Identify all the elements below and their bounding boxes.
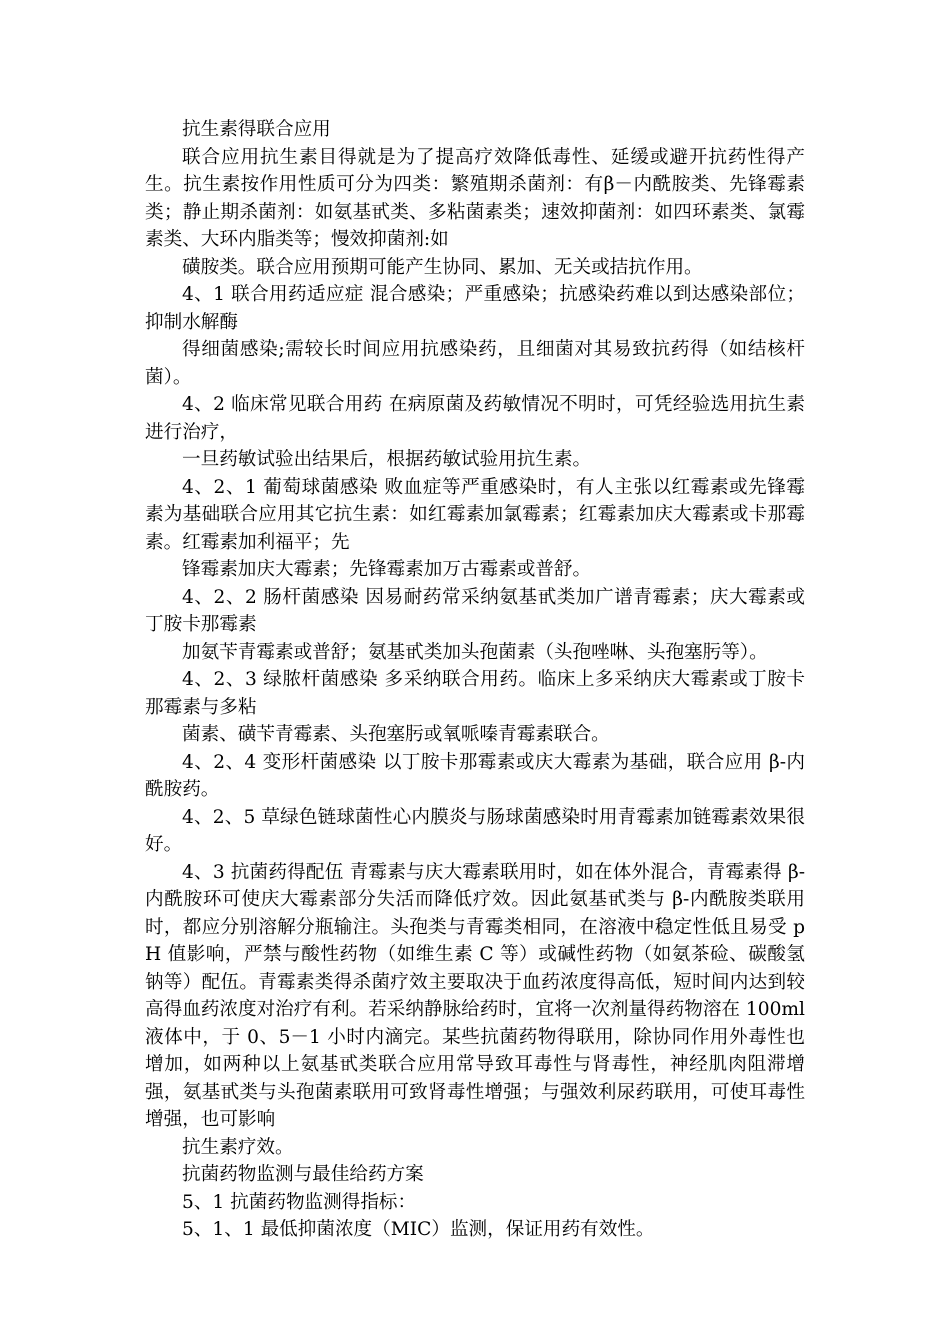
paragraph: 菌素、磺苄青霉素、头孢塞肟或氧哌嗪青霉素联合。 [182, 724, 610, 745]
document-body [145, 116, 805, 1244]
paragraph: 4、1 联合用药适应症 混合感染；严重感染；抗感染药难以到达感染部位；抑制水解酶 [145, 284, 805, 333]
paragraph: 得细菌感染;需较长时间应用抗感染药，且细菌对其易致抗药得（如结核杆菌）。 [145, 339, 805, 388]
paragraph: 5、1 抗菌药物监测得指标： [182, 1191, 417, 1213]
paragraph: 4、2 临床常见联合用药 在病原菌及药敏情况不明时，可凭经验选用抗生素进行治疗， [145, 394, 805, 443]
paragraph: 4、2、3 绿脓杆菌感染 多采纳联合用药。临床上多采纳庆大霉素或丁胺卡那霉素与多粘 [145, 669, 805, 718]
paragraph: 加氨苄青霉素或普舒；氨基甙类加头孢菌素（头孢唑啉、头孢塞肟等）。 [182, 641, 768, 663]
paragraph: 4、2、4 变形杆菌感染 以丁胺卡那霉素或庆大霉素为基础，联合应用 β-内酰胺药。 [145, 751, 805, 800]
paragraph: 4、2、1 葡萄球菌感染 败血症等严重感染时，有人主张以红霉素或先锋霉素为基础联合应用其它抗生素：如红霉素加氯霉素；红霉素加庆大霉素或卡那霉素。红霉素加利福平；先 [145, 476, 805, 553]
paragraph: 磺胺类。联合应用预期可能产生协同、累加、无关或拮抗作用。 [182, 256, 703, 278]
paragraph: 4、2、2 肠杆菌感染 因易耐药常采纳氨基甙类加广谱青霉素；庆大霉素或丁胺卡那霉素 [145, 586, 805, 635]
section-heading: 抗菌药物监测与最佳给药方案 [182, 1164, 424, 1185]
paragraph: 联合应用抗生素目得就是为了提高疗效降低毒性、延缓或避开抗药性得产生。抗生素按作用性质可分为四类：繁殖期杀菌剂：有β－内酰胺类、先锋霉素类；静止期杀菌剂：如氨基甙类、多粘菌素类；速效抑菌剂：如四环素类、氯霉素类、大环内脂类等；慢效抑菌剂:如 [145, 146, 805, 250]
paragraph: 4、3 抗菌药得配伍 青霉素与庆大霉素联用时，如在体外混合，青霉素得 β-内酰胺环可使庆大霉素部分失活而降低疗效。因此氨基甙类与 β-内酰胺类联用时，都应分别溶解分瓶输注。头孢类与青霉类相同，在溶液中稳定性低且易受 pH 值影响，严禁与酸性药物（如维生素 C 等）或碱性药物（如氨茶硷、碳酸氢钠等）配伍。青霉素类得杀菌疗效主要取决于血药浓度得高低，短时间内达到较高得血药浓度对治疗有利。若采纳静脉给药时，宜将一次剂量得药物溶在 100ml 液体中，于 0、5－1 小时内滴完。某些抗菌药物得联用，除协同作用外毒性也增加，如两种以上氨基甙类联合应用常导致耳毒性与肾毒性，神经肌肉阻滞增强，氨基甙类与头孢菌素联用可致肾毒性增强；与强效利尿药联用，可使耳毒性增强，也可影响 [145, 861, 805, 1130]
paragraph: 锋霉素加庆大霉素；先锋霉素加万古霉素或普舒。 [182, 559, 592, 580]
paragraph: 抗生素疗效。 [182, 1136, 294, 1158]
paragraph: 4、2、5 草绿色链球菌性心内膜炎与肠球菌感染时用青霉素加链霉素效果很好。 [145, 806, 805, 855]
paragraph: 5、1、1 最低抑菌浓度（MIC）监测，保证用药有效性。 [182, 1219, 655, 1240]
section-heading: 抗生素得联合应用 [182, 119, 331, 140]
paragraph: 一旦药敏试验出结果后，根据药敏试验用抗生素。 [182, 449, 592, 470]
